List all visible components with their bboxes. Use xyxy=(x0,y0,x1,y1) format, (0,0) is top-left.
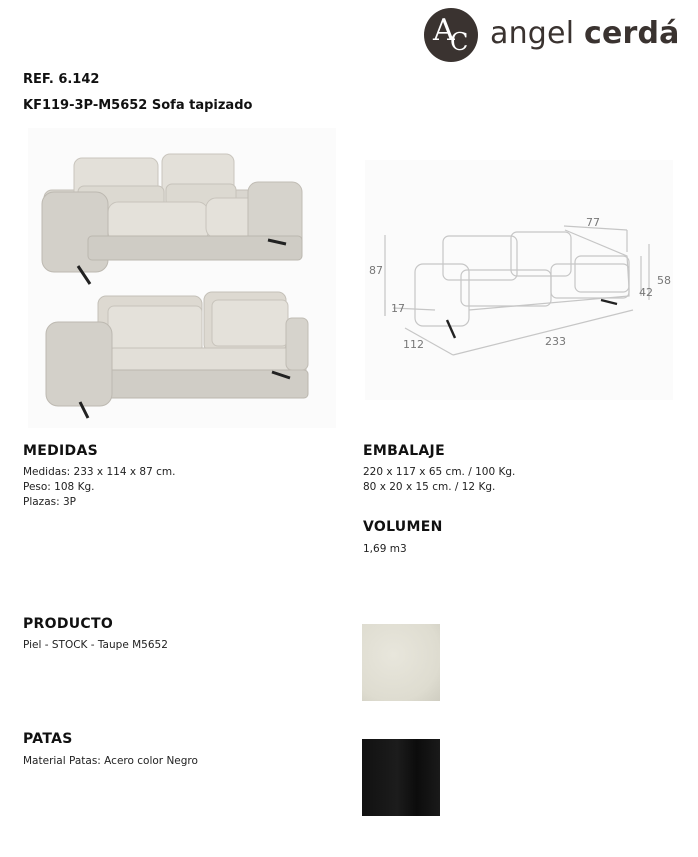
embalaje-heading: EMBALAJE xyxy=(363,443,445,459)
producto-text: Piel - STOCK - Taupe M5652 xyxy=(23,639,168,651)
logo-mark-icon xyxy=(424,8,478,62)
dim-height: 87 xyxy=(369,264,383,277)
leather-swatch xyxy=(362,624,440,701)
dim-width: 233 xyxy=(545,335,566,348)
reference-number: REF. 6.142 xyxy=(23,72,100,87)
sofa-photo-illustration xyxy=(28,128,336,428)
volumen-heading: VOLUMEN xyxy=(363,519,443,535)
dimension-diagram-drawing xyxy=(365,160,673,400)
medidas-heading: MEDIDAS xyxy=(23,443,98,459)
product-photo xyxy=(28,128,336,428)
legs-material-swatch xyxy=(362,739,440,816)
brand-name-light: angel xyxy=(490,16,575,51)
volumen-value: 1,69 m3 xyxy=(363,543,407,555)
medidas-line-size: Medidas: 233 x 114 x 87 cm. xyxy=(23,466,176,478)
dim-depth-top: 77 xyxy=(586,216,600,229)
medidas-details xyxy=(23,465,175,510)
embalaje-line-1: 220 x 117 x 65 cm. / 100 Kg. xyxy=(363,466,516,478)
sofa-reclined-view xyxy=(46,292,308,418)
logo-mark-a: A xyxy=(433,13,455,48)
patas-text: Material Patas: Acero color Negro xyxy=(23,755,198,767)
dim-leg-height: 17 xyxy=(391,302,405,315)
product-title: KF119-3P-M5652 Sofa tapizado xyxy=(23,98,253,113)
dim-arm-height: 42 xyxy=(639,286,653,299)
embalaje-line-2: 80 x 20 x 15 cm. / 12 Kg. xyxy=(363,481,496,493)
brand-name xyxy=(490,16,680,51)
brand-name-bold: cerdá xyxy=(583,16,680,51)
dimension-diagram xyxy=(365,160,673,400)
embalaje-details xyxy=(363,465,515,495)
producto-heading: PRODUCTO xyxy=(23,616,114,632)
logo-mark-c: C xyxy=(450,28,469,56)
dim-depth: 112 xyxy=(403,338,424,351)
dim-seat-height: 58 xyxy=(657,274,671,287)
medidas-line-weight: Peso: 108 Kg. xyxy=(23,481,95,493)
brand-logo xyxy=(424,8,686,64)
medidas-line-seats: Plazas: 3P xyxy=(23,496,76,508)
sofa-front-view xyxy=(42,154,302,284)
patas-heading: PATAS xyxy=(23,731,73,747)
